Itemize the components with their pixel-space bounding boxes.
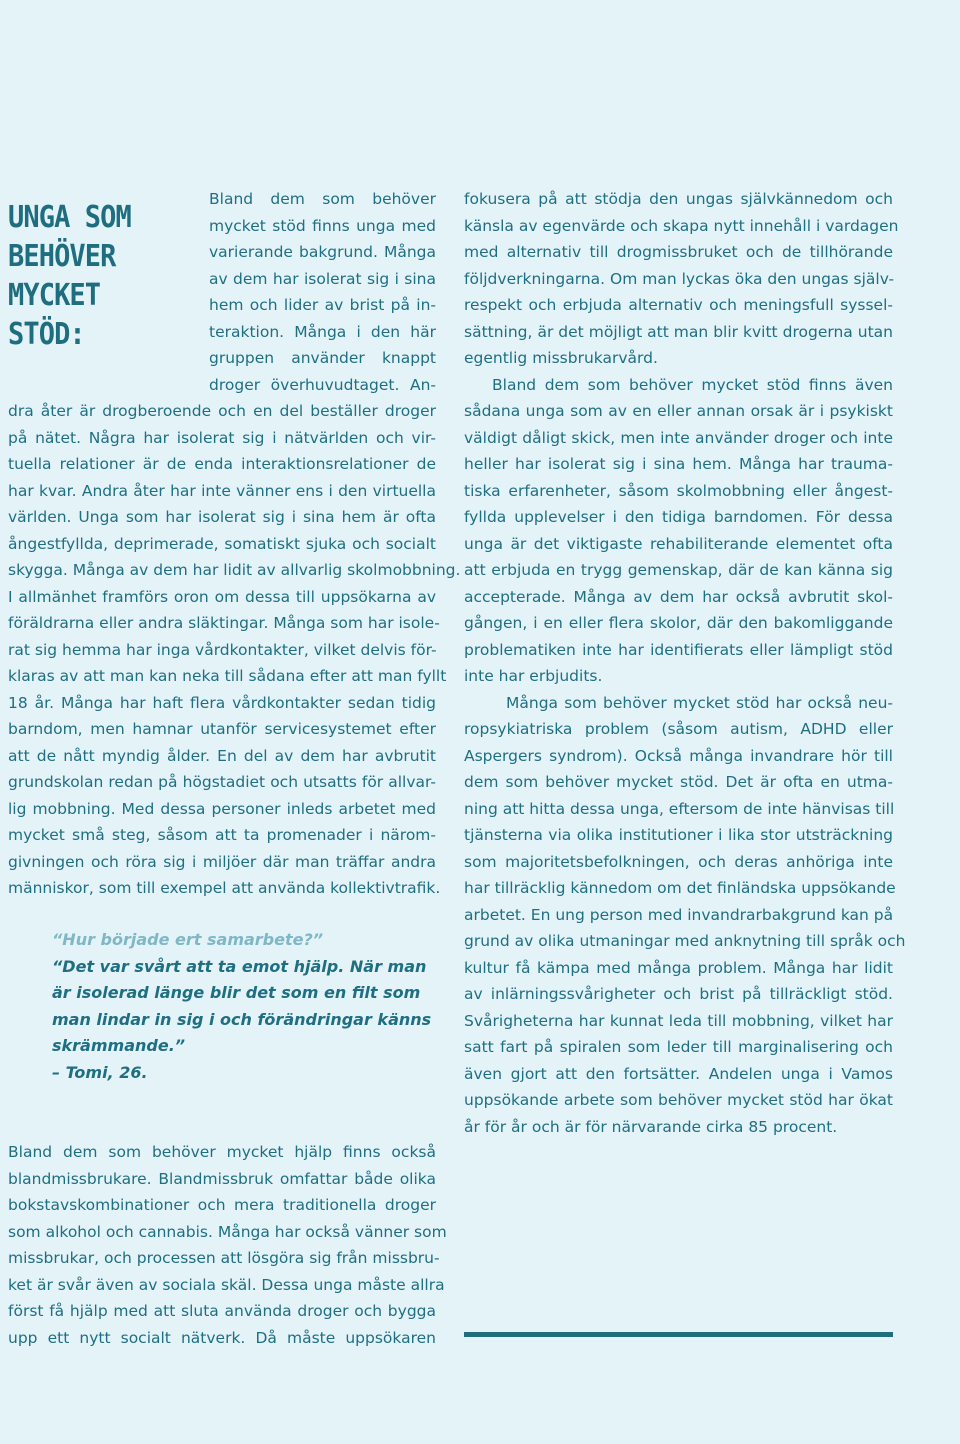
text-line: droger överhuvudtaget. An-	[209, 375, 436, 394]
text-line: har tillräcklig kännedom om det finländska uppsökande	[464, 879, 896, 897]
text-line: människor, som till exempel att använda kollektivtrafik.	[8, 879, 441, 897]
text-line: dra åter är drogberoende och en del beställer droger	[8, 402, 436, 420]
text-line: fyllda upplevelser i den tidiga barndomen. För dessa	[464, 508, 893, 526]
text-line: föräldrarna eller andra släktingar. Många som har isole-	[8, 614, 440, 632]
heading-line: BEHÖVER	[8, 239, 116, 274]
text-line: rat sig hemma har inga vårdkontakter, vilket delvis för-	[8, 640, 437, 659]
intro-paragraph	[209, 186, 436, 398]
text-line: år för år och är för närvarande cirka 85 procent.	[464, 1117, 838, 1136]
text-line: ångestfyllda, deprimerade, somatiskt sjuka och socialt	[8, 534, 436, 553]
text-line: blandmissbrukare. Blandmissbruk omfattar både olika	[8, 1169, 436, 1188]
text-line: ning att hitta dessa unga, eftersom de inte hänvisas till	[464, 799, 895, 818]
left-column-paragraph-2	[8, 1139, 447, 1351]
text-line: dem som behöver mycket stöd. Det är ofta en utma-	[464, 773, 893, 791]
text-line: sättning, är det möjligt att man blir kvitt drogerna utan	[464, 322, 893, 341]
text-line: Svårigheterna har kunnat leda till mobbning, vilket har	[464, 1011, 893, 1030]
quote-line: är isolerad länge blir det som en filt som	[52, 983, 421, 1002]
text-line: Aspergers syndrom). Också många invandrare hör till	[464, 746, 893, 765]
text-line: Bland dem som behöver	[209, 190, 436, 208]
text-line: uppsökande arbete som behöver mycket stöd har ökat	[464, 1091, 893, 1109]
text-line: väldigt dåligt skick, men inte använder droger och inte	[464, 428, 893, 447]
text-line: gruppen använder knappt	[209, 349, 436, 367]
heading-line: MYCKET	[8, 278, 101, 313]
right-column-text	[464, 186, 906, 1140]
text-line: kultur få kämpa med många problem. Många har lidit	[464, 958, 893, 977]
text-line: tuella relationer är de enda interaktionsrelationer de	[8, 455, 436, 473]
text-line: av inlärningssvårigheter och brist på tillräckligt stöd.	[464, 985, 893, 1003]
text-line: som alkohol och cannabis. Många har också vänner som	[8, 1222, 447, 1241]
quote-line: man lindar in sig i och förändringar känns	[52, 1009, 432, 1029]
text-line: av dem har isolerat sig i sina	[209, 269, 436, 288]
text-line: I allmänhet framförs oron om dessa till uppsökarna av	[8, 587, 436, 606]
text-line: Många som behöver mycket stöd har också neu-	[506, 693, 893, 712]
text-line: 18 år. Många har haft flera vårdkontakter sedan tidig	[8, 693, 436, 712]
text-line: på nätet. Några har isolerat sig i nätvärlden och vir-	[8, 428, 436, 447]
text-line: först få hjälp med att sluta använda droger och bygga	[8, 1302, 436, 1320]
text-line: Bland dem som behöver mycket stöd finns även	[492, 375, 893, 394]
text-line: ropsykiatriska problem (såsom autism, ADHD eller	[464, 720, 893, 738]
bottom-rule	[464, 1332, 893, 1337]
text-line: tjänsterna via olika institutioner i lika stor utsträckning	[464, 826, 893, 844]
text-line: missbrukar, och processen att lösgöra sig från missbru-	[8, 1249, 440, 1267]
text-line: har kvar. Andra åter har inte vänner ens i den virtuella	[8, 481, 436, 500]
text-line: som majoritetsbefolkningen, och deras anhöriga inte	[464, 852, 893, 871]
text-line: med alternativ till drogmissbruket och de tillhörande	[464, 243, 893, 261]
text-line: egentlig missbrukarvård.	[464, 349, 658, 367]
text-line: klaras av att man kan neka till sådana efter att man fyllt	[8, 667, 447, 685]
text-line: inte har erbjudits.	[464, 667, 603, 685]
pull-quote	[52, 927, 432, 1086]
text-line: respekt och erbjuda alternativ och meningsfull syssel-	[464, 296, 893, 314]
text-line: mycket små steg, såsom att ta promenader i närom-	[8, 826, 436, 844]
text-line: grund av olika utmaningar med anknytning till språk och	[464, 932, 906, 950]
text-line: hem och lider av brist på in-	[209, 296, 436, 314]
text-line: att de nått myndig ålder. En del av dem har avbrutit	[8, 746, 436, 765]
text-line: känsla av egenvärde och skapa nytt innehåll i vardagen	[464, 216, 899, 235]
text-line: problematiken inte har identifierats eller lämpligt stöd	[464, 640, 893, 659]
text-line: satt fart på spiralen som leder till marginalisering och	[464, 1038, 893, 1056]
text-line: varierande bakgrund. Många	[209, 243, 436, 261]
quote-line: “Det var svårt att ta emot hjälp. När man	[52, 956, 427, 976]
text-line: mycket stöd finns unga med	[209, 216, 436, 235]
text-line: skygga. Många av dem har lidit av allvarlig skolmobbning.	[8, 561, 461, 579]
text-line: tiska erfarenheter, såsom skolmobbning eller ångest-	[464, 481, 893, 500]
left-column-paragraph	[8, 398, 461, 902]
text-line: lig mobbning. Med dessa personer inleds arbetet med	[8, 799, 436, 818]
quote-line: skrämmande.”	[52, 1036, 186, 1055]
text-line: grundskolan redan på högstadiet och utsatts för allvar-	[8, 773, 436, 791]
text-line: teraktion. Många i den här	[209, 322, 436, 341]
text-line: Bland dem som behöver mycket hjälp finns också	[8, 1143, 436, 1161]
quote-attribution: – Tomi, 26.	[52, 1062, 148, 1082]
text-line: världen. Unga som har isolerat sig i sina hem är ofta	[8, 508, 436, 526]
text-line: fokusera på att stödja den ungas självkännedom och	[464, 190, 893, 208]
text-line: upp ett nytt socialt nätverk. Då måste uppsökaren	[8, 1328, 436, 1347]
section-heading	[8, 198, 179, 354]
text-line: heller har isolerat sig i sina hem. Många har trauma-	[464, 455, 893, 473]
quote-question: “Hur började ert samarbete?”	[52, 930, 324, 949]
text-line: gången, i en eller flera skolor, där den bakomliggande	[464, 614, 893, 632]
text-line: givningen och röra sig i miljöer där man träffar andra	[8, 852, 436, 871]
text-line: att erbjuda en trygg gemenskap, där de kan känna sig	[464, 561, 893, 579]
text-line: följdverkningarna. Om man lyckas öka den ungas själv-	[464, 269, 895, 288]
text-line: arbetet. En ung person med invandrarbakgrund kan på	[464, 905, 894, 924]
text-line: ket är svår även av sociala skäl. Dessa unga måste allra	[8, 1275, 445, 1294]
text-line: unga är det viktigaste rehabiliterande elementet ofta	[464, 534, 893, 553]
text-line: barndom, men hamnar utanför servicesystemet efter	[8, 720, 436, 738]
heading-line: UNGA SOM	[8, 200, 131, 235]
text-line: sådana unga som av en eller annan orsak är i psykiskt	[464, 402, 893, 420]
text-line: även gjort att den fortsätter. Andelen unga i Vamos	[464, 1064, 893, 1083]
heading-line: STÖD:	[8, 317, 85, 352]
text-line: accepterade. Många av dem har också avbrutit skol-	[464, 587, 893, 606]
text-line: bokstavskombinationer och mera traditionella droger	[8, 1196, 436, 1214]
